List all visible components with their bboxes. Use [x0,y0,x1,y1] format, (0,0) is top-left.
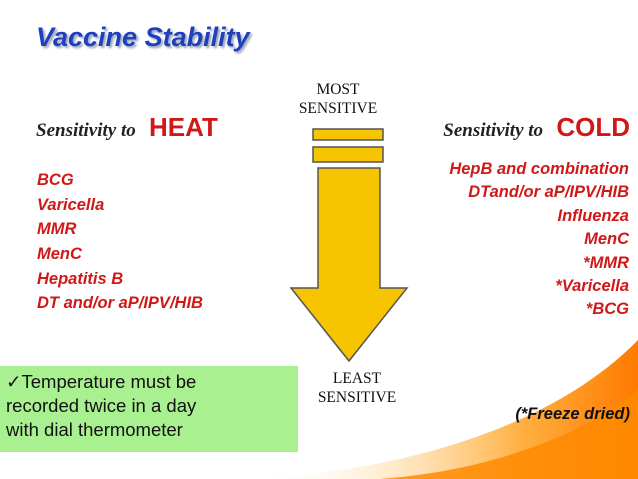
list-item: *MMR [583,253,629,272]
list-item: HepB and combination [449,160,629,178]
heat-heading-prefix: Sensitivity to [36,120,136,141]
note-line: with dial thermometer [6,419,183,440]
list-item: MenC [37,245,82,264]
cold-heading [443,112,630,143]
list-item: DT and/or aP/IPV/HIB [37,294,203,313]
note-line: recorded twice in a day [6,395,197,416]
list-item: Varicella [37,195,105,214]
note-line: ✓Temperature must be [6,371,197,392]
list-item: MMR [37,220,77,239]
list-item: MenC [584,230,629,249]
list-item: BCG [37,171,74,189]
checkmark-icon: ✓ [6,371,22,392]
arrow-body [291,168,407,361]
arrow-bar-middle [313,147,383,162]
list-item: Hepatitis B [37,269,124,288]
heat-keyword: HEAT [149,112,218,142]
freeze-dried-footnote: (*Freeze dried) [515,405,630,423]
slide-title: Vaccine Stability [36,22,250,52]
list-item: *Varicella [555,276,629,295]
temperature-note [0,366,298,452]
list-item: Influenza [557,206,629,225]
most-sensitive-label: MOST SENSITIVE [298,81,378,117]
list-item: *BCG [585,300,629,319]
list-item: DTand/or aP/IPV/HIB [468,183,629,202]
least-sensitive-label: LEAST SENSITIVE [317,370,397,406]
cold-heading-prefix: Sensitivity to [443,120,544,141]
cold-vaccine-list [449,158,629,322]
arrow-bar-top [313,129,383,140]
cold-keyword: COLD [556,112,630,142]
